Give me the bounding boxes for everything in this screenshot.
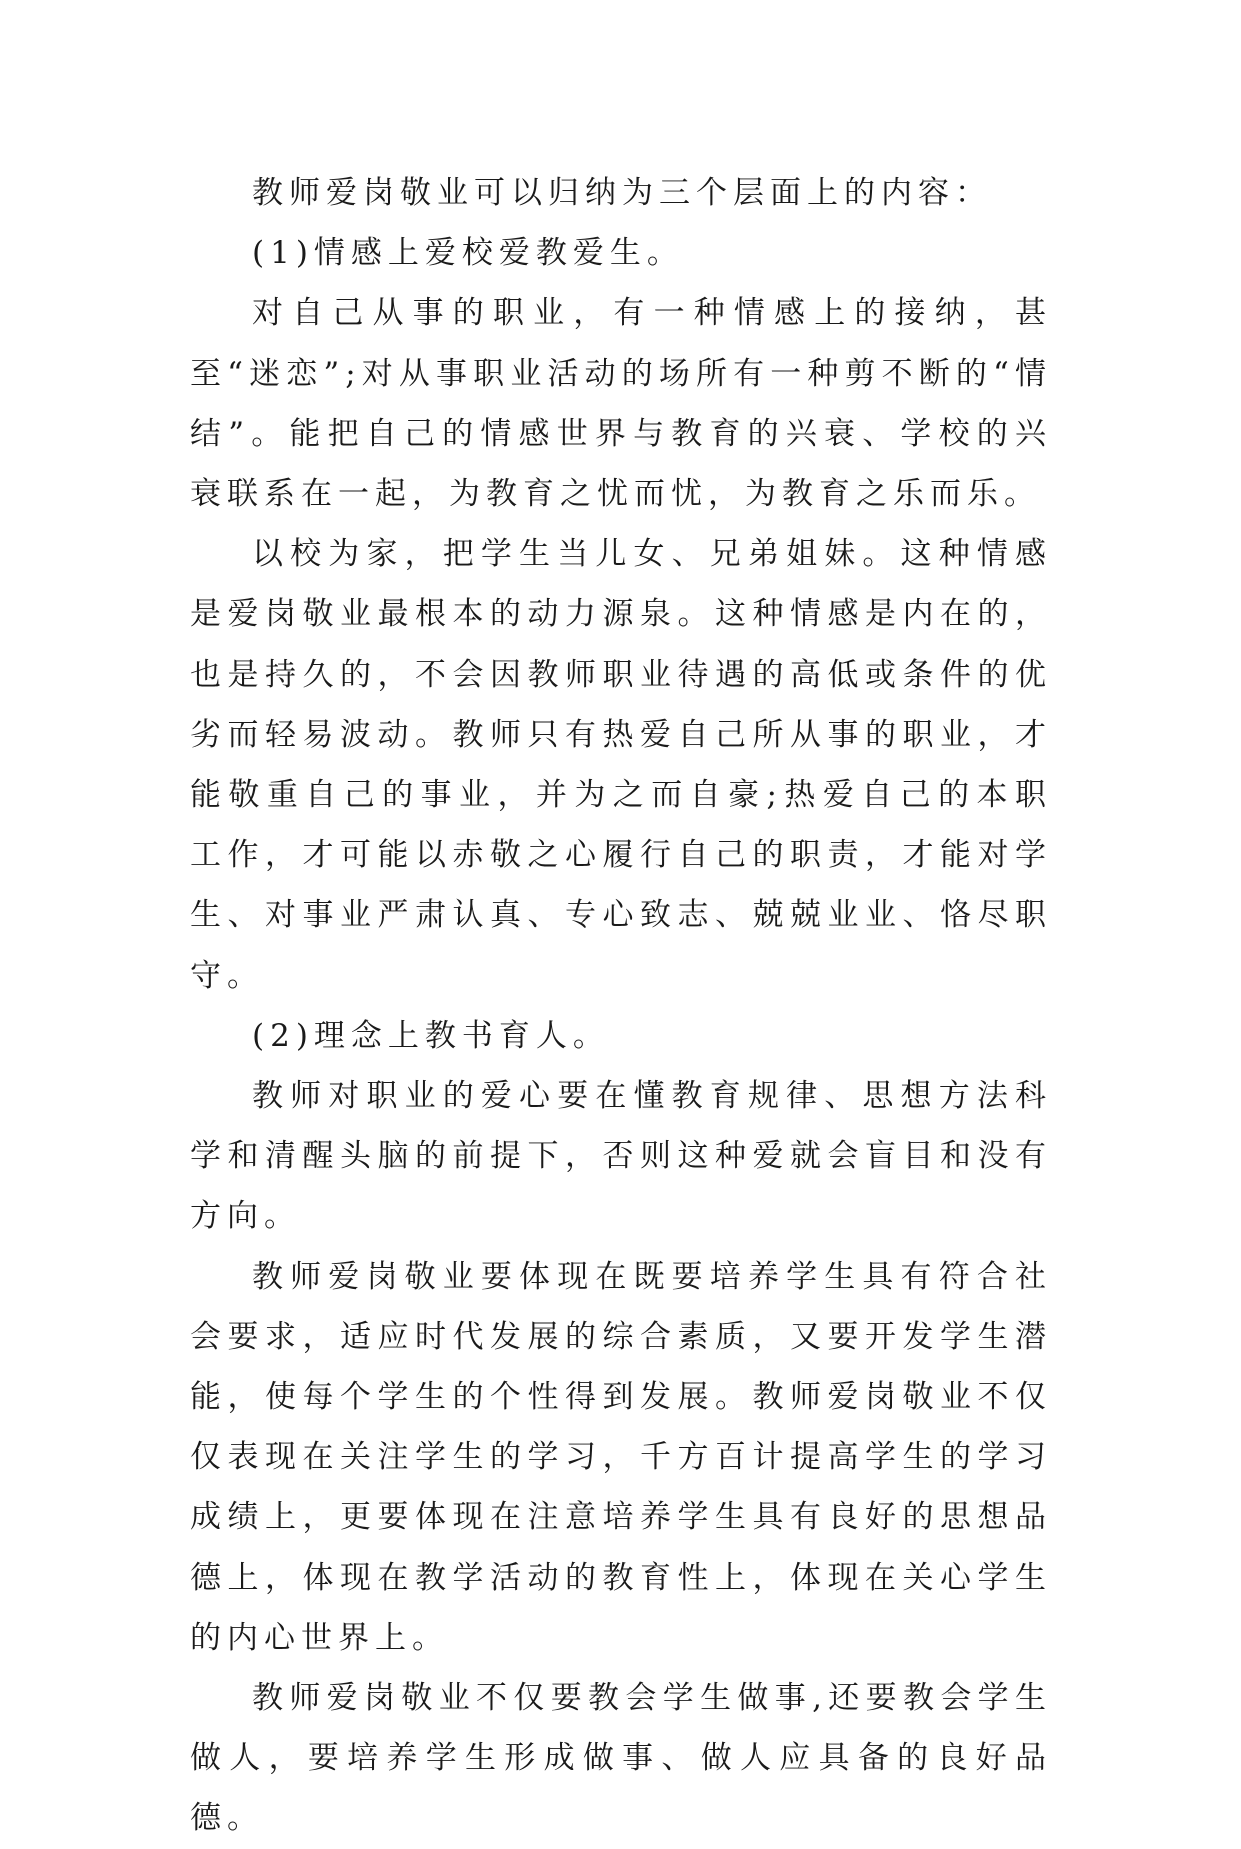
paragraph-heading-1: (1)情感上爱校爱教爱生。 [252,235,684,272]
paragraph: 以校为家，把学生当儿女、兄弟姐妹。这种情感是爱岗敬业最根本的动力源泉。这种情感是内在的，也是持久的，不会因教师职业待遇的高低或条件的优劣而轻易波动。教师只有热爱自己所从事的职业，才能敬重自己的事业，并为之而自豪;热爱自己的本职工作，才可能以赤敬之心履行自己的职责，才能对学生、对事业严肃认真、专心致志、兢兢业业、恪尽职守。 [190,536,1052,994]
paragraph: 教师爱岗敬业要体现在既要培养学生具有符合社会要求，适应时代发展的综合素质，又要开发学生潜能，使每个学生的个性得到发展。教师爱岗敬业不仅仅表现在关注学生的学习，千方百计提高学生的学习成绩上，更要体现在注意培养学生具有良好的思想品德上，体现在教学活动的教育性上，体现在关心学生的内心世界上。 [190,1258,1052,1656]
paragraph: 教师对职业的爱心要在懂教育规律、思想方法科学和清醒头脑的前提下，否则这种爱就会盲目和没有方向。 [190,1078,1052,1235]
paragraph: 对自己从事的职业，有一种情感上的接纳，甚至“迷恋”;对从事职业活动的场所有一种剪不断的“情结”。能把自己的情感世界与教育的兴衰、学校的兴衰联系在一起，为教育之忧而忧，为教育之乐而乐。 [190,295,1052,513]
document-body [190,163,1052,1849]
paragraph-heading-2: (2)理念上教书育人。 [252,1017,610,1054]
paragraph: 教师爱岗敬业不仅要教会学生做事,还要教会学生做人，要培养学生形成做事、做人应具备的良好品德。 [190,1680,1052,1837]
paragraph-intro: 教师爱岗敬业可以归纳为三个层面上的内容： [252,175,992,211]
